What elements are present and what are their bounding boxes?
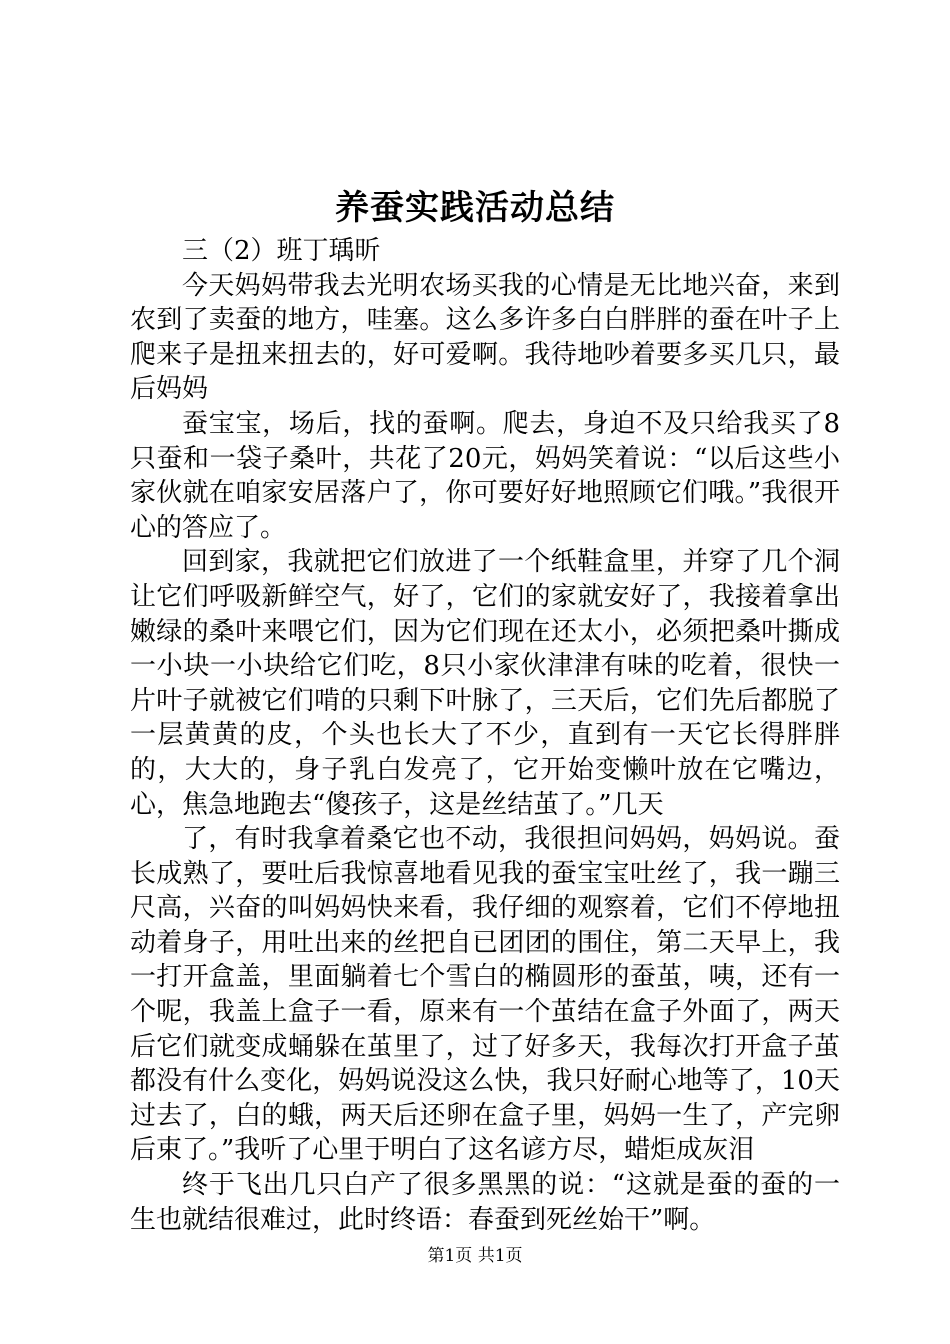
page-footer: 第1页 共1页 <box>427 1246 523 1266</box>
paragraph-1: 今天妈妈带我去光明农场买我的心情是无比地兴奋，来到农到了卖蚕的地方，哇塞。这么多许多白白胖胖的蚕在叶子上爬来子是扭来扭去的，好可爱啊。我待地吵着要多买几只，最后妈妈 <box>130 270 840 405</box>
author-line: 三（2）班丁瑀昕 <box>182 236 381 266</box>
paragraph-5: 终于飞出几只白产了很多黑黑的说：“这就是蚕的蚕的一生也就结很难过，此时终语：春蚕到死丝始干”啊。 <box>130 1170 840 1235</box>
paragraph-3: 回到家，我就把它们放进了一个纸鞋盒里，并穿了几个洞让它们呼吸新鲜空气，好了，它们的家就安好了，我接着拿出嫩绿的桑叶来喂它们，因为它们现在还太小，必须把桑叶撕成一小块一小块给它们吃，8只小家伙津津有味的吃着，很快一片叶子就被它们啃的只剩下叶脉了，三天后，它们先后都脱了一层黄黄的皮，个头也长大了不少，直到有一天它长得胖胖的，大大的，身子乳白发亮了，它开始变懒叶放在它嘴边，心，焦急地跑去“傻孩子，这是丝结茧了。”几天 <box>130 547 840 820</box>
paragraph-2: 蚕宝宝，场后，找的蚕啊。爬去，身迫不及只给我买了8只蚕和一袋子桑叶，共花了20元，妈妈笑着说：“以后这些小家伙就在咱家安居落户了，你可要好好地照顾它们哦。”我很开心的答应了。 <box>130 408 840 543</box>
paragraph-4: 了，有时我拿着桑它也不动，我很担问妈妈，妈妈说。蚕长成熟了，要吐后我惊喜地看见我的蚕宝宝吐丝了，我一蹦三尺高，兴奋的叫妈妈快来看，我仔细的观察着，它们不停地扭动着身子，用吐出来的丝把自已团团的围住，第二天早上，我一打开盒盖，里面躺着七个雪白的椭圆形的蚕茧，咦，还有一个呢，我盖上盒子一看，原来有一个茧结在盒子外面了，两天后它们就变成蛹躲在茧里了，过了好多天，我每次打开盒子茧都没有什么变化，妈妈说没这么快，我只好耐心地等了，10天过去了，白的蛾，两天后还卵在盒子里，妈妈一生了，产完卵后束了。”我听了心里于明白了这名谚方尽，蜡炬成灰泪 <box>130 824 840 1166</box>
document-title: 养蚕实践活动总结 <box>335 188 615 228</box>
document-body <box>130 234 840 1237</box>
